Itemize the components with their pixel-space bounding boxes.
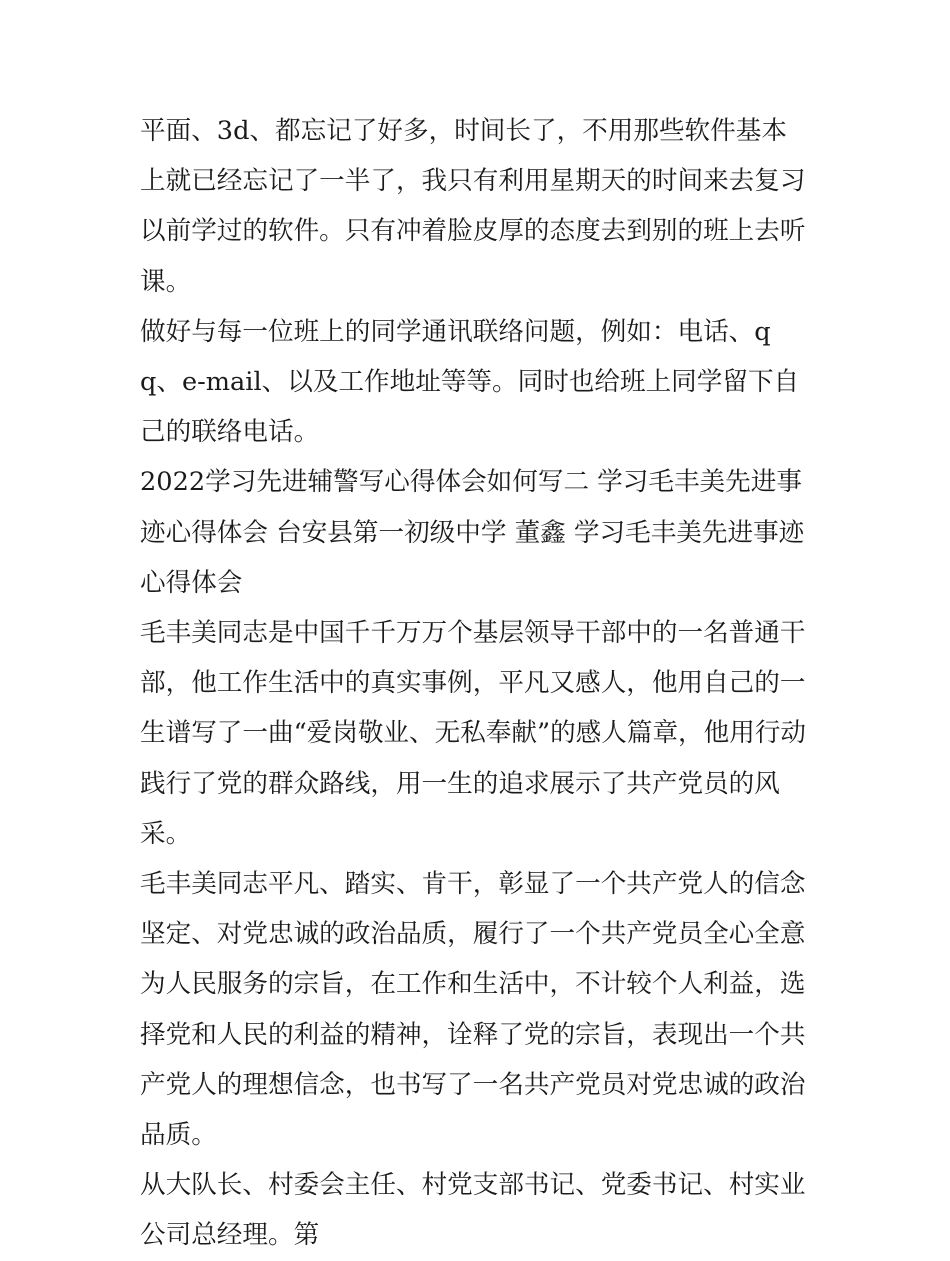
document-body <box>140 106 812 1261</box>
paragraph-5: 毛丰美同志平凡、踏实、肯干，彰显了一个共产党人的信念坚定、对党忠诚的政治品质，履行了一个共产党员全心全意为人民服务的宗旨，在工作和生活中，不计较个人利益，选择党和人民的利益的精神，诠释了党的宗旨，表现出一个共产党人的理想信念，也书写了一名共产党员对党忠诚的政治品质。 <box>140 869 806 1151</box>
paragraph-4: 毛丰美同志是中国千千万万个基层领导干部中的一名普通干部，他工作生活中的真实事例，平凡又感人，他用自己的一生谱写了一曲“爱岗敬业、无私奉献”的感人篇章，他用行动践行了党的群众路线，用一生的追求展示了共产党员的风采。 <box>140 618 807 849</box>
paragraph-6: 从大队长、村委会主任、村党支部书记、党委书记、村实业公司总经理。第 <box>140 1170 806 1251</box>
paragraph-2: 做好与每一位班上的同学通讯联络问题，例如：电话、qq、e-mail、以及工作地址等等。同时也给班上同学留下自己的联络电话。 <box>140 316 800 448</box>
paragraph-1: 平面、3d、都忘记了好多，时间长了，不用那些软件基本上就已经忘记了一半了，我只有利用星期天的时间来去复习以前学过的软件。只有冲着脸皮厚的态度去到别的班上去听课。 <box>140 116 806 297</box>
paragraph-3: 2022学习先进辅警写心得体会如何写二 学习毛丰美先进事迹心得体会 台安县第一初级中学 董鑫 学习毛丰美先进事迹心得体会 <box>140 467 805 598</box>
